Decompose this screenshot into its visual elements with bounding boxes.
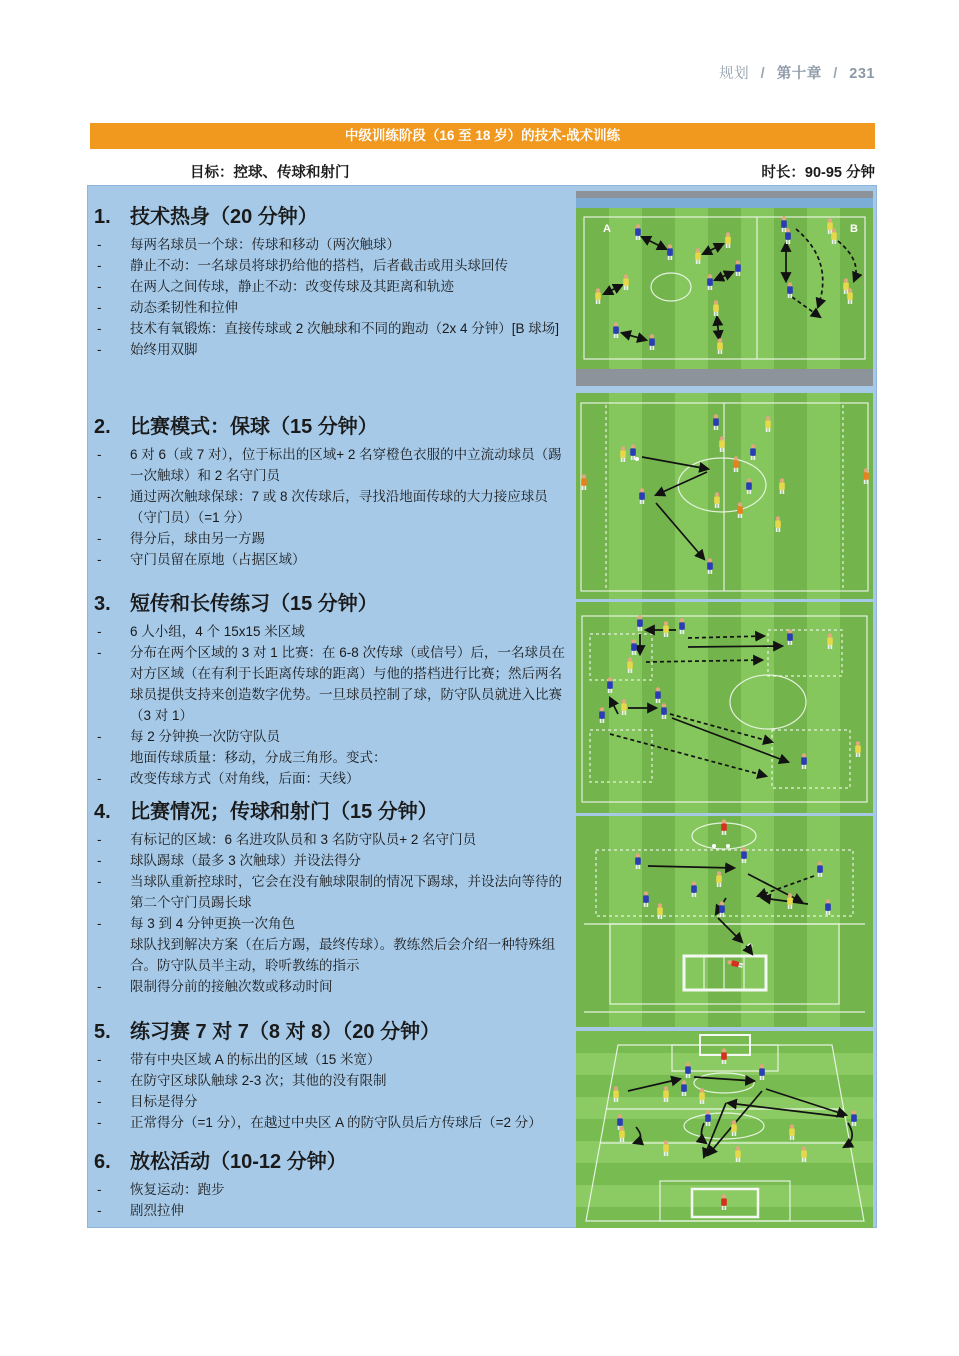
bullet-text: 通过两次触球保球：7 或 8 次传球后，寻找沿地面传球的大力接应球员（守门员）（=1 分） — [130, 489, 548, 525]
bullet-item — [88, 339, 574, 360]
section-title-row — [88, 1015, 574, 1044]
bullet-item — [88, 276, 574, 297]
field-diagram-match — [576, 1031, 873, 1228]
bullet-text: 守门员留在原地（占据区域） — [130, 552, 306, 567]
bullet-text: 动态柔韧性和拉伸 — [130, 300, 238, 315]
pitch-b-label: B — [850, 223, 858, 235]
section-practice-match — [88, 1015, 574, 1133]
bullet-dash: - — [97, 531, 102, 546]
section-title: 放松活动（10-12 分钟） — [130, 1151, 347, 1173]
breadcrumb-sep2: / — [833, 66, 838, 82]
bullet-text: 6 人小组，4 个 15x15 米区域 — [130, 624, 305, 639]
bullet-item — [88, 255, 574, 276]
field-diagram-4 — [576, 816, 873, 1027]
section-possession — [88, 410, 574, 570]
section-title-row — [88, 200, 574, 229]
bullet-text: 每两名球员一个球：传球和移动（两次触球） — [130, 237, 400, 252]
bullet-text: 改变传球方式（对角线，后面：天线） — [130, 771, 360, 786]
bullet-item — [88, 621, 574, 642]
bullet-item — [88, 913, 574, 934]
bullet-text: 在防守区球队触球 2-3 次；其他的没有限制 — [130, 1073, 387, 1088]
bullet-dash: - — [97, 979, 102, 994]
bullet-item — [88, 1091, 574, 1112]
bullet-text: 在两人之间传球，静止不动：改变传球及其距离和轨迹 — [130, 279, 454, 294]
bullet-text: 球队找到解决方案（在后方踢，最终传球）。教练然后会介绍一种特殊组合。防守队员半主动，聆听教练的指示 — [130, 937, 556, 973]
bullet-dash: - — [97, 1094, 102, 1109]
breadcrumb-part1: 规划 — [719, 66, 750, 82]
bullet-dash: - — [97, 1115, 102, 1130]
bullet-item — [88, 642, 574, 726]
field-diagram-1 — [576, 191, 873, 386]
bullet-text: 每 2 分钟换一次防守队员 — [130, 729, 281, 744]
field-diagram-warmup — [576, 191, 873, 386]
bullet-dash: - — [97, 874, 102, 889]
bullet-text: 球队踢球（最多 3 次触球）并设法得分 — [130, 853, 362, 868]
bullet-item — [88, 1200, 574, 1221]
section-title: 练习赛 7 对 7（8 对 8）（20 分钟） — [130, 1021, 441, 1043]
bullet-text: 静止不动：一名球员将球扔给他的搭档，后者截击或用头球回传 — [130, 258, 508, 273]
field-diagram-passing — [576, 602, 873, 813]
bullet-list — [88, 1049, 574, 1133]
field-diagram-possession — [576, 393, 873, 599]
bullet-item — [88, 549, 574, 570]
breadcrumb-part2: 第十章 — [776, 66, 822, 82]
bullet-item — [88, 976, 574, 997]
bullet-text: 限制得分前的接触次数或移动时间 — [130, 979, 333, 994]
bullet-dash: - — [97, 853, 102, 868]
content-box — [87, 185, 877, 1228]
bullet-dash: - — [97, 300, 102, 315]
bullet-list — [88, 444, 574, 570]
bullet-text: 有标记的区域：6 名进攻队员和 3 名防守队员+ 2 名守门员 — [130, 832, 477, 847]
bullet-text: 分布在两个区域的 3 对 1 比赛：在 6-8 次传球（或信号）后，一名球员在对方区域（在有利于长距离传球的距离）与他的搭档进行比赛；然后两名球员提供支持来创造数字优势。一旦球员控制了球，防守队员就进入比赛（3 对 1） — [130, 645, 566, 723]
bullet-text: 技术有氧锻炼：直接传球或 2 次触球和不同的跑动（2x 4 分钟）[B 球场] — [130, 321, 560, 336]
section-title-row — [88, 587, 574, 616]
bullet-dash: - — [97, 342, 102, 357]
bullet-text: 带有中央区域 A 的标出的区域（15 米宽） — [130, 1052, 381, 1067]
breadcrumb-sep1: / — [760, 66, 766, 82]
bullet-dash: - — [97, 1073, 102, 1088]
breadcrumb — [719, 62, 875, 83]
bullet-item — [88, 850, 574, 871]
bullet-text: 剧烈拉伸 — [130, 1203, 184, 1218]
bullet-item — [88, 768, 574, 789]
section-passing-drill — [88, 587, 574, 789]
bullet-item — [88, 486, 574, 528]
bullet-item — [88, 747, 574, 768]
session-goal: 目标：控球、传球和射门 — [190, 165, 350, 181]
bullet-dash: - — [97, 1052, 102, 1067]
bullet-text: 6 对 6（或 7 对），位于标出的区域+ 2 名穿橙色衣服的中立流动球员（踢一次触球）和 2 名守门员 — [130, 447, 562, 483]
bullet-item — [88, 934, 574, 976]
section-number: 6. — [94, 1151, 111, 1173]
bullet-item — [88, 1179, 574, 1200]
session-duration: 时长：90-95 分钟 — [761, 165, 875, 181]
bullet-list — [88, 1179, 574, 1221]
bullet-item — [88, 528, 574, 549]
bullet-dash: - — [97, 832, 102, 847]
bullet-list — [88, 829, 574, 997]
bullet-dash: - — [97, 645, 102, 660]
bullet-dash: - — [97, 279, 102, 294]
bullet-item — [88, 297, 574, 318]
bullet-text: 当球队重新控球时，它会在没有触球限制的情况下踢球，并设法向等待的第二个守门员踢长球 — [130, 874, 562, 910]
breadcrumb-page-number: 231 — [849, 66, 875, 82]
section-number: 2. — [94, 416, 111, 438]
bullet-item — [88, 234, 574, 255]
bullet-dash: - — [97, 258, 102, 273]
bullet-dash: - — [97, 771, 102, 786]
section-number: 4. — [94, 801, 111, 823]
bullet-text: 恢复运动：跑步 — [130, 1182, 225, 1197]
bullet-dash: - — [97, 729, 102, 744]
bullet-item — [88, 318, 574, 339]
field-diagram-2 — [576, 393, 873, 599]
section-title: 技术热身（20 分钟） — [130, 206, 318, 228]
bullet-item — [88, 829, 574, 850]
section-number: 1. — [94, 206, 111, 228]
banner-title: 中级训练阶段（16 至 18 岁）的技术-战术训练 — [90, 123, 875, 149]
bullet-dash: - — [97, 624, 102, 639]
bullet-dash: - — [97, 1182, 102, 1197]
bullet-item — [88, 1049, 574, 1070]
bullet-list — [88, 621, 574, 789]
bullet-list — [88, 234, 574, 360]
section-title-row — [88, 795, 574, 824]
section-number: 5. — [94, 1021, 111, 1043]
field-diagram-5 — [576, 1031, 873, 1228]
bullet-text: 地面传球质量：移动，分成三角形。变式： — [130, 750, 387, 765]
bullet-item — [88, 444, 574, 486]
section-cooldown — [88, 1145, 574, 1221]
bullet-text: 每 3 到 4 分钟更换一次角色 — [130, 916, 296, 931]
section-title: 比赛模式：保球（15 分钟） — [130, 416, 378, 438]
bullet-dash: - — [97, 237, 102, 252]
section-title: 短传和长传练习（15 分钟） — [130, 593, 378, 615]
bullet-dash: - — [97, 489, 102, 504]
field-diagram-3 — [576, 602, 873, 813]
bullet-dash: - — [97, 552, 102, 567]
pitch-a-label: A — [603, 223, 611, 235]
bullet-dash: - — [97, 447, 102, 462]
bullet-item — [88, 726, 574, 747]
bullet-item — [88, 871, 574, 913]
bullet-item — [88, 1112, 574, 1133]
bullet-dash: - — [97, 321, 102, 336]
bullet-item — [88, 1070, 574, 1091]
section-title-row — [88, 1145, 574, 1174]
section-title-row — [88, 410, 574, 439]
section-title: 比赛情况；传球和射门（15 分钟） — [130, 801, 438, 823]
bullet-text: 正常得分（=1 分），在越过中央区 A 的防守队员后方传球后（=2 分） — [130, 1115, 542, 1130]
bullet-text: 得分后，球由另一方踢 — [130, 531, 265, 546]
bullet-text: 目标是得分 — [130, 1094, 198, 1109]
bullet-dash: - — [97, 1203, 102, 1218]
field-diagram-shooting — [576, 816, 873, 1027]
section-warmup — [88, 200, 574, 360]
bullet-text: 始终用双脚 — [130, 342, 198, 357]
bullet-dash: - — [97, 916, 102, 931]
section-number: 3. — [94, 593, 111, 615]
section-game-situation — [88, 795, 574, 997]
